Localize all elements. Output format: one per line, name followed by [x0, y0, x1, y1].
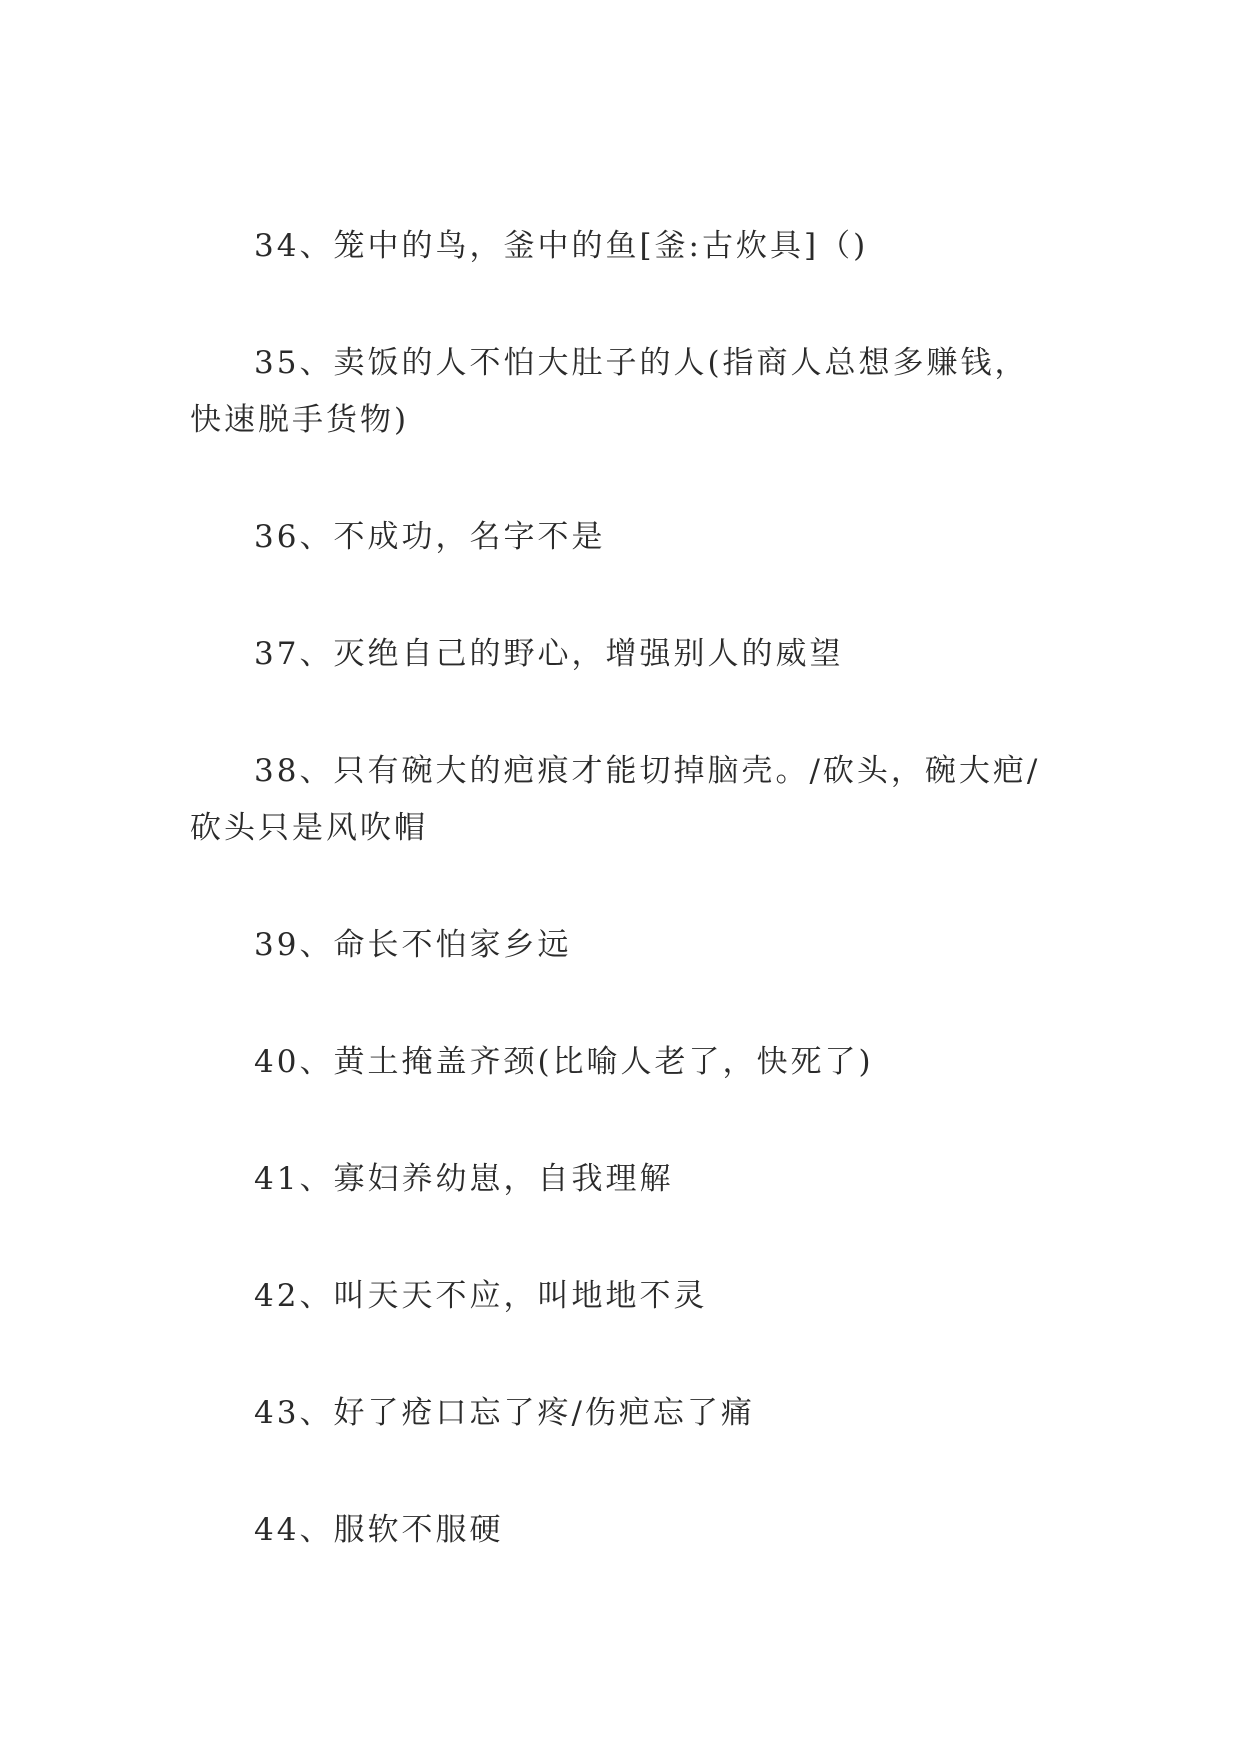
- proverb-item-44: 44、服软不服硬: [254, 1512, 504, 1548]
- proverb-item-40: 40、黄土掩盖齐颈(比喻人老了，快死了): [254, 1044, 874, 1080]
- proverb-item-36: 36、不成功，名字不是: [254, 519, 606, 555]
- proverb-item-37: 37、灭绝自己的野心，增强别人的威望: [254, 636, 844, 672]
- proverb-item-39: 39、命长不怕家乡远: [254, 927, 572, 963]
- proverb-item-35: 35、卖饭的人不怕大肚子的人(指商人总想多赚钱，快速脱手货物): [190, 345, 1029, 438]
- proverb-item-34: 34、笼中的鸟，釜中的鱼[釜:古炊具]（): [254, 228, 869, 264]
- proverb-list: [190, 218, 1052, 1619]
- proverb-item-43: 43、好了疮口忘了疼/伤疤忘了痛: [254, 1395, 755, 1431]
- proverb-item-42: 42、叫天天不应，叫地地不灵: [254, 1278, 708, 1314]
- proverb-item-38: 38、只有碗大的疤痕才能切掉脑壳。/砍头，碗大疤/砍头只是风吹帽: [190, 753, 1041, 846]
- proverb-item-41: 41、寡妇养幼崽，自我理解: [254, 1161, 674, 1197]
